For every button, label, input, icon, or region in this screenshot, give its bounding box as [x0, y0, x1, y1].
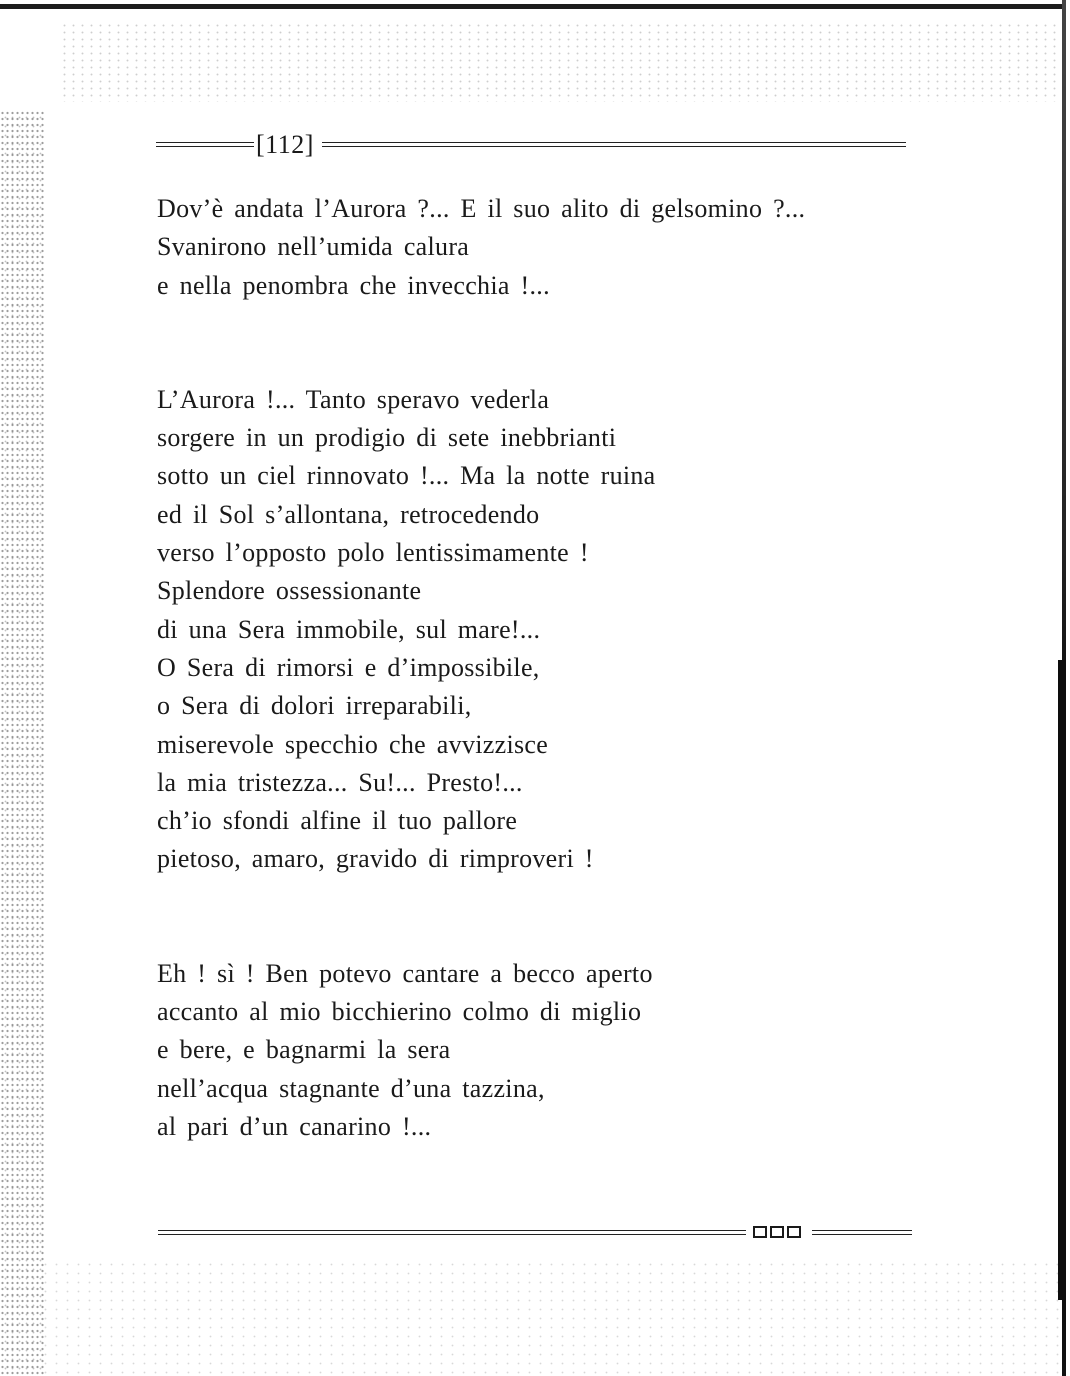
- poem-body: [157, 190, 917, 1146]
- poem-line: miserevole specchio che avvizzisce: [157, 729, 549, 759]
- scan-right-edge-shadow: [1058, 660, 1066, 1300]
- page-header: [156, 127, 906, 163]
- poem-line: e nella penombra che invecchia !...: [157, 270, 550, 300]
- poem-line: sotto un ciel rinnovato !... Ma la notte ruina: [157, 461, 656, 491]
- poem-line: Svanirono nell’umida calura: [157, 232, 470, 262]
- stanza: [157, 190, 917, 305]
- poem-line: L’Aurora !... Tanto speravo vederla: [157, 384, 550, 414]
- scan-top-edge: [0, 4, 1066, 9]
- scan-noise-left: [0, 110, 46, 1376]
- page-footer: [158, 1222, 912, 1244]
- poem-line: accanto al mio bicchierino colmo di miglio: [157, 997, 642, 1027]
- poem-line: Splendore ossessionante: [157, 576, 422, 606]
- poem-line: ed il Sol s’allontana, retrocedendo: [157, 499, 540, 529]
- header-rule-left: [156, 142, 254, 147]
- footer-rule-left: [158, 1230, 746, 1235]
- three-squares-ornament-icon: [753, 1224, 801, 1242]
- stanza: [157, 955, 917, 1146]
- poem-line: Dov’è andata l’Aurora ?... E il suo alito di gelsomino ?...: [157, 194, 806, 223]
- poem-line: al pari d’un canarino !...: [157, 1111, 432, 1141]
- scan-noise-bottom: [40, 1260, 1060, 1376]
- scan-noise-top: [60, 22, 1060, 102]
- poem-line: Eh ! sì ! Ben potevo cantare a becco aperto: [157, 958, 653, 988]
- footer-rule-right: [812, 1230, 912, 1235]
- poem-line: verso l’opposto polo lentissimamente !: [157, 538, 589, 568]
- poem-line: la mia tristezza... Su!... Presto!...: [157, 767, 523, 797]
- page-number: [112]: [256, 130, 314, 159]
- poem-line: o Sera di dolori irreparabili,: [157, 691, 472, 721]
- poem-line: sorgere in un prodigio di sete inebbrianti: [157, 423, 617, 453]
- ornament-square: [787, 1226, 801, 1238]
- stanza: [157, 381, 917, 879]
- poem-line: O Sera di rimorsi e d’impossibile,: [157, 652, 540, 682]
- ornament-square: [770, 1226, 784, 1238]
- poem-line: ch’io sfondi alfine il tuo pallore: [157, 806, 518, 836]
- poem-line: pietoso, amaro, gravido di rimproveri !: [157, 844, 594, 874]
- poem-line: di una Sera immobile, sul mare!...: [157, 614, 541, 644]
- poem-line: nell’acqua stagnante d’una tazzina,: [157, 1073, 545, 1103]
- ornament-square: [753, 1226, 767, 1238]
- poem-line: e bere, e bagnarmi la sera: [157, 1035, 451, 1065]
- header-rule-right: [322, 142, 906, 147]
